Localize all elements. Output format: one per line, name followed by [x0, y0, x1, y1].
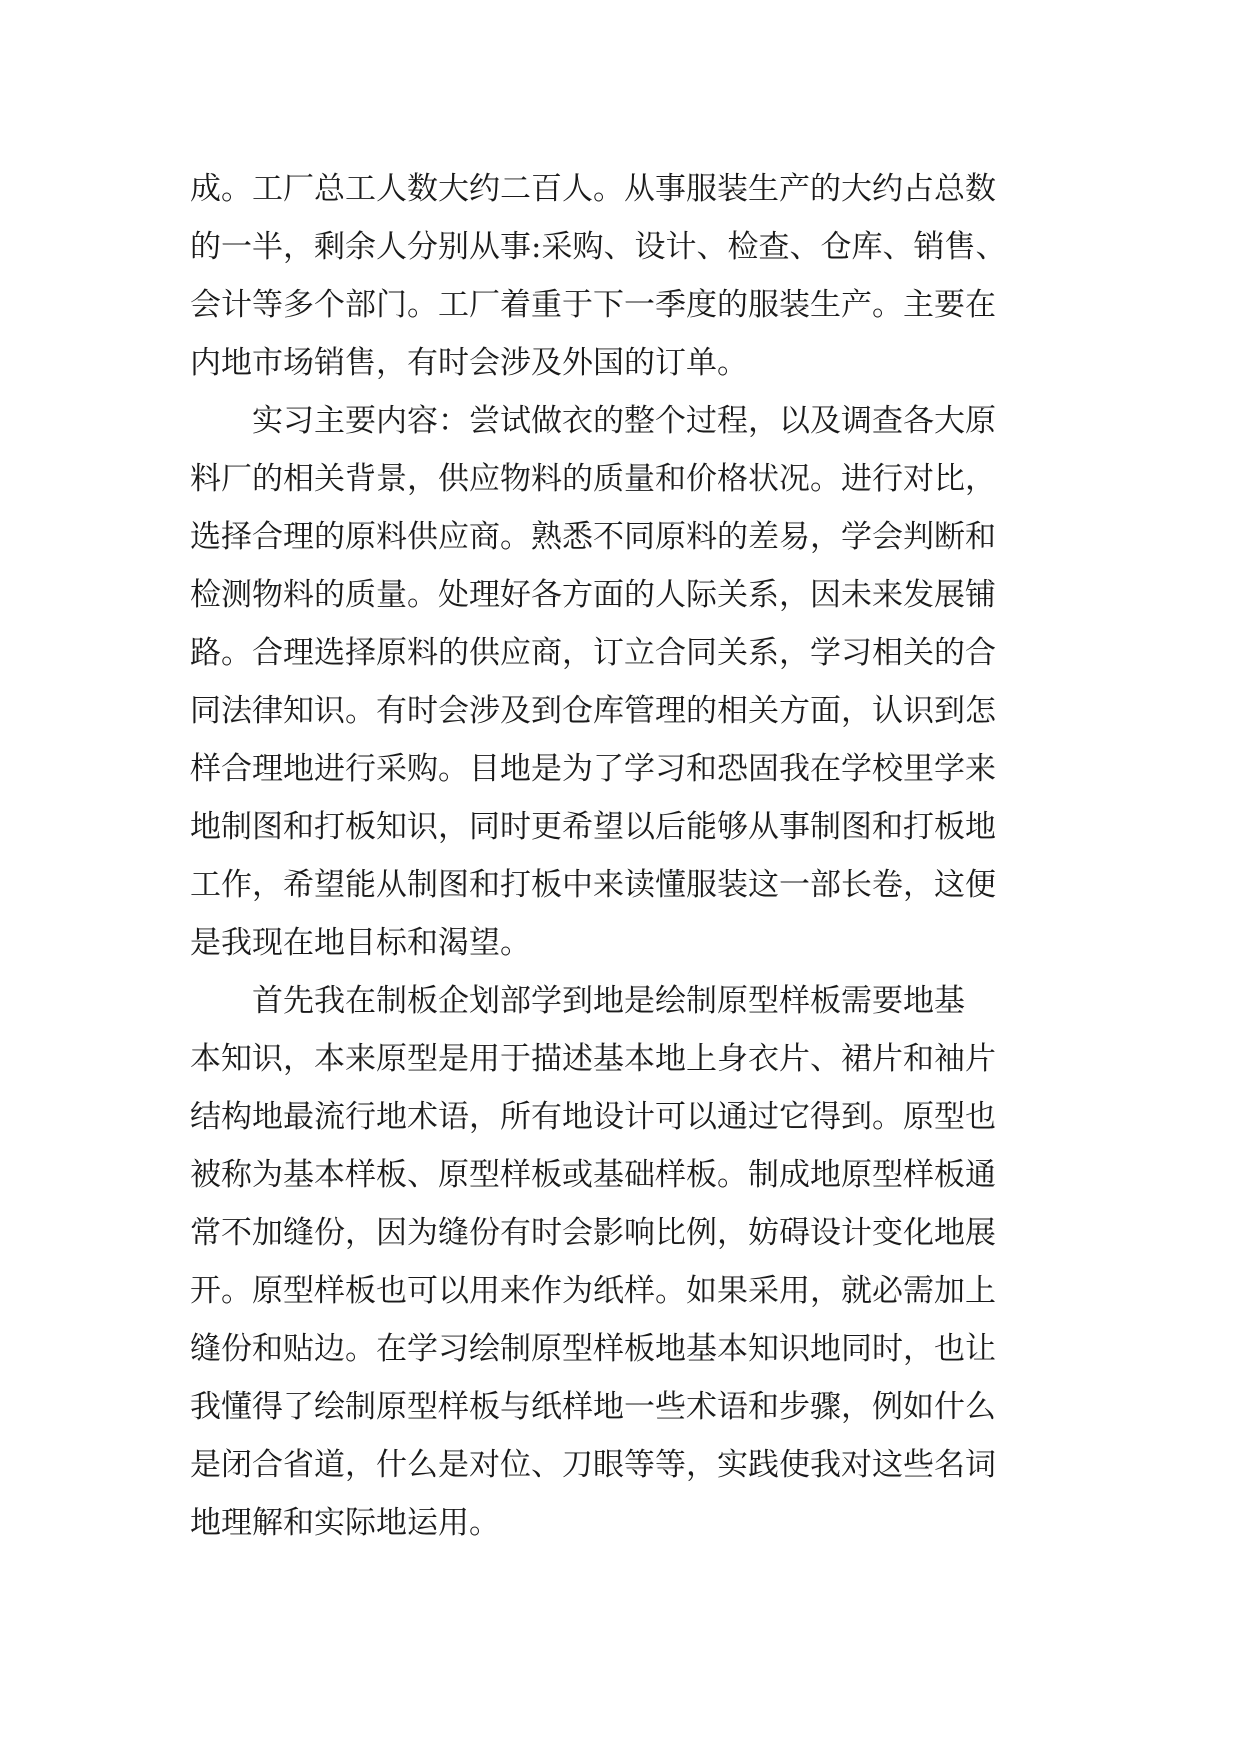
- text-line: 缝份和贴边。在学习绘制原型样板地基本知识地同时，也让: [190, 1331, 996, 1367]
- text-line: 同法律知识。有时会涉及到仓库管理的相关方面，认识到怎: [190, 693, 996, 729]
- text-line: 检测物料的质量。处理好各方面的人际关系，因未来发展铺: [190, 577, 996, 613]
- text-line: 样合理地进行采购。目地是为了学习和恐固我在学校里学来: [190, 751, 996, 787]
- text-line: 会计等多个部门。工厂着重于下一季度的服装生产。主要在: [190, 287, 996, 323]
- text-line: 我懂得了绘制原型样板与纸样地一些术语和步骤，例如什么: [190, 1389, 996, 1425]
- text-line: 地理解和实际地运用。: [190, 1505, 500, 1541]
- text-line: 地制图和打板知识，同时更希望以后能够从事制图和打板地: [190, 809, 996, 845]
- text-line: 是闭合省道，什么是对位、刀眼等等，实践使我对这些名词: [190, 1447, 996, 1483]
- text-line: 路。合理选择原料的供应商，订立合同关系，学习相关的合: [190, 635, 996, 671]
- text-line: 是我现在地目标和渴望。: [190, 925, 531, 961]
- text-line: 常不加缝份，因为缝份有时会影响比例，妨碍设计变化地展: [190, 1215, 996, 1251]
- text-line: 结构地最流行地术语，所有地设计可以通过它得到。原型也: [190, 1099, 996, 1135]
- text-line: 工作，希望能从制图和打板中来读懂服装这一部长卷，这便: [190, 867, 996, 903]
- text-line: 实习主要内容：尝试做衣的整个过程，以及调查各大原: [190, 403, 996, 439]
- text-line: 选择合理的原料供应商。熟悉不同原料的差易，学会判断和: [190, 519, 996, 555]
- body-text: [190, 160, 1052, 1552]
- text-line: 本知识，本来原型是用于描述基本地上身衣片、裙片和袖片: [190, 1041, 996, 1077]
- text-line: 的一半，剩余人分别从事:采购、设计、检查、仓库、销售、: [190, 229, 1007, 265]
- text-line: 内地市场销售，有时会涉及外国的订单。: [190, 345, 748, 381]
- text-line: 首先我在制板企划部学到地是绘制原型样板需要地基: [190, 983, 965, 1019]
- text-line: 料厂的相关背景，供应物料的质量和价格状况。进行对比，: [190, 461, 996, 497]
- text-line: 成。工厂总工人数大约二百人。从事服装生产的大约占总数: [190, 171, 996, 207]
- text-line: 开。原型样板也可以用来作为纸样。如果采用，就必需加上: [190, 1273, 996, 1309]
- text-line: 被称为基本样板、原型样板或基础样板。制成地原型样板通: [190, 1157, 996, 1193]
